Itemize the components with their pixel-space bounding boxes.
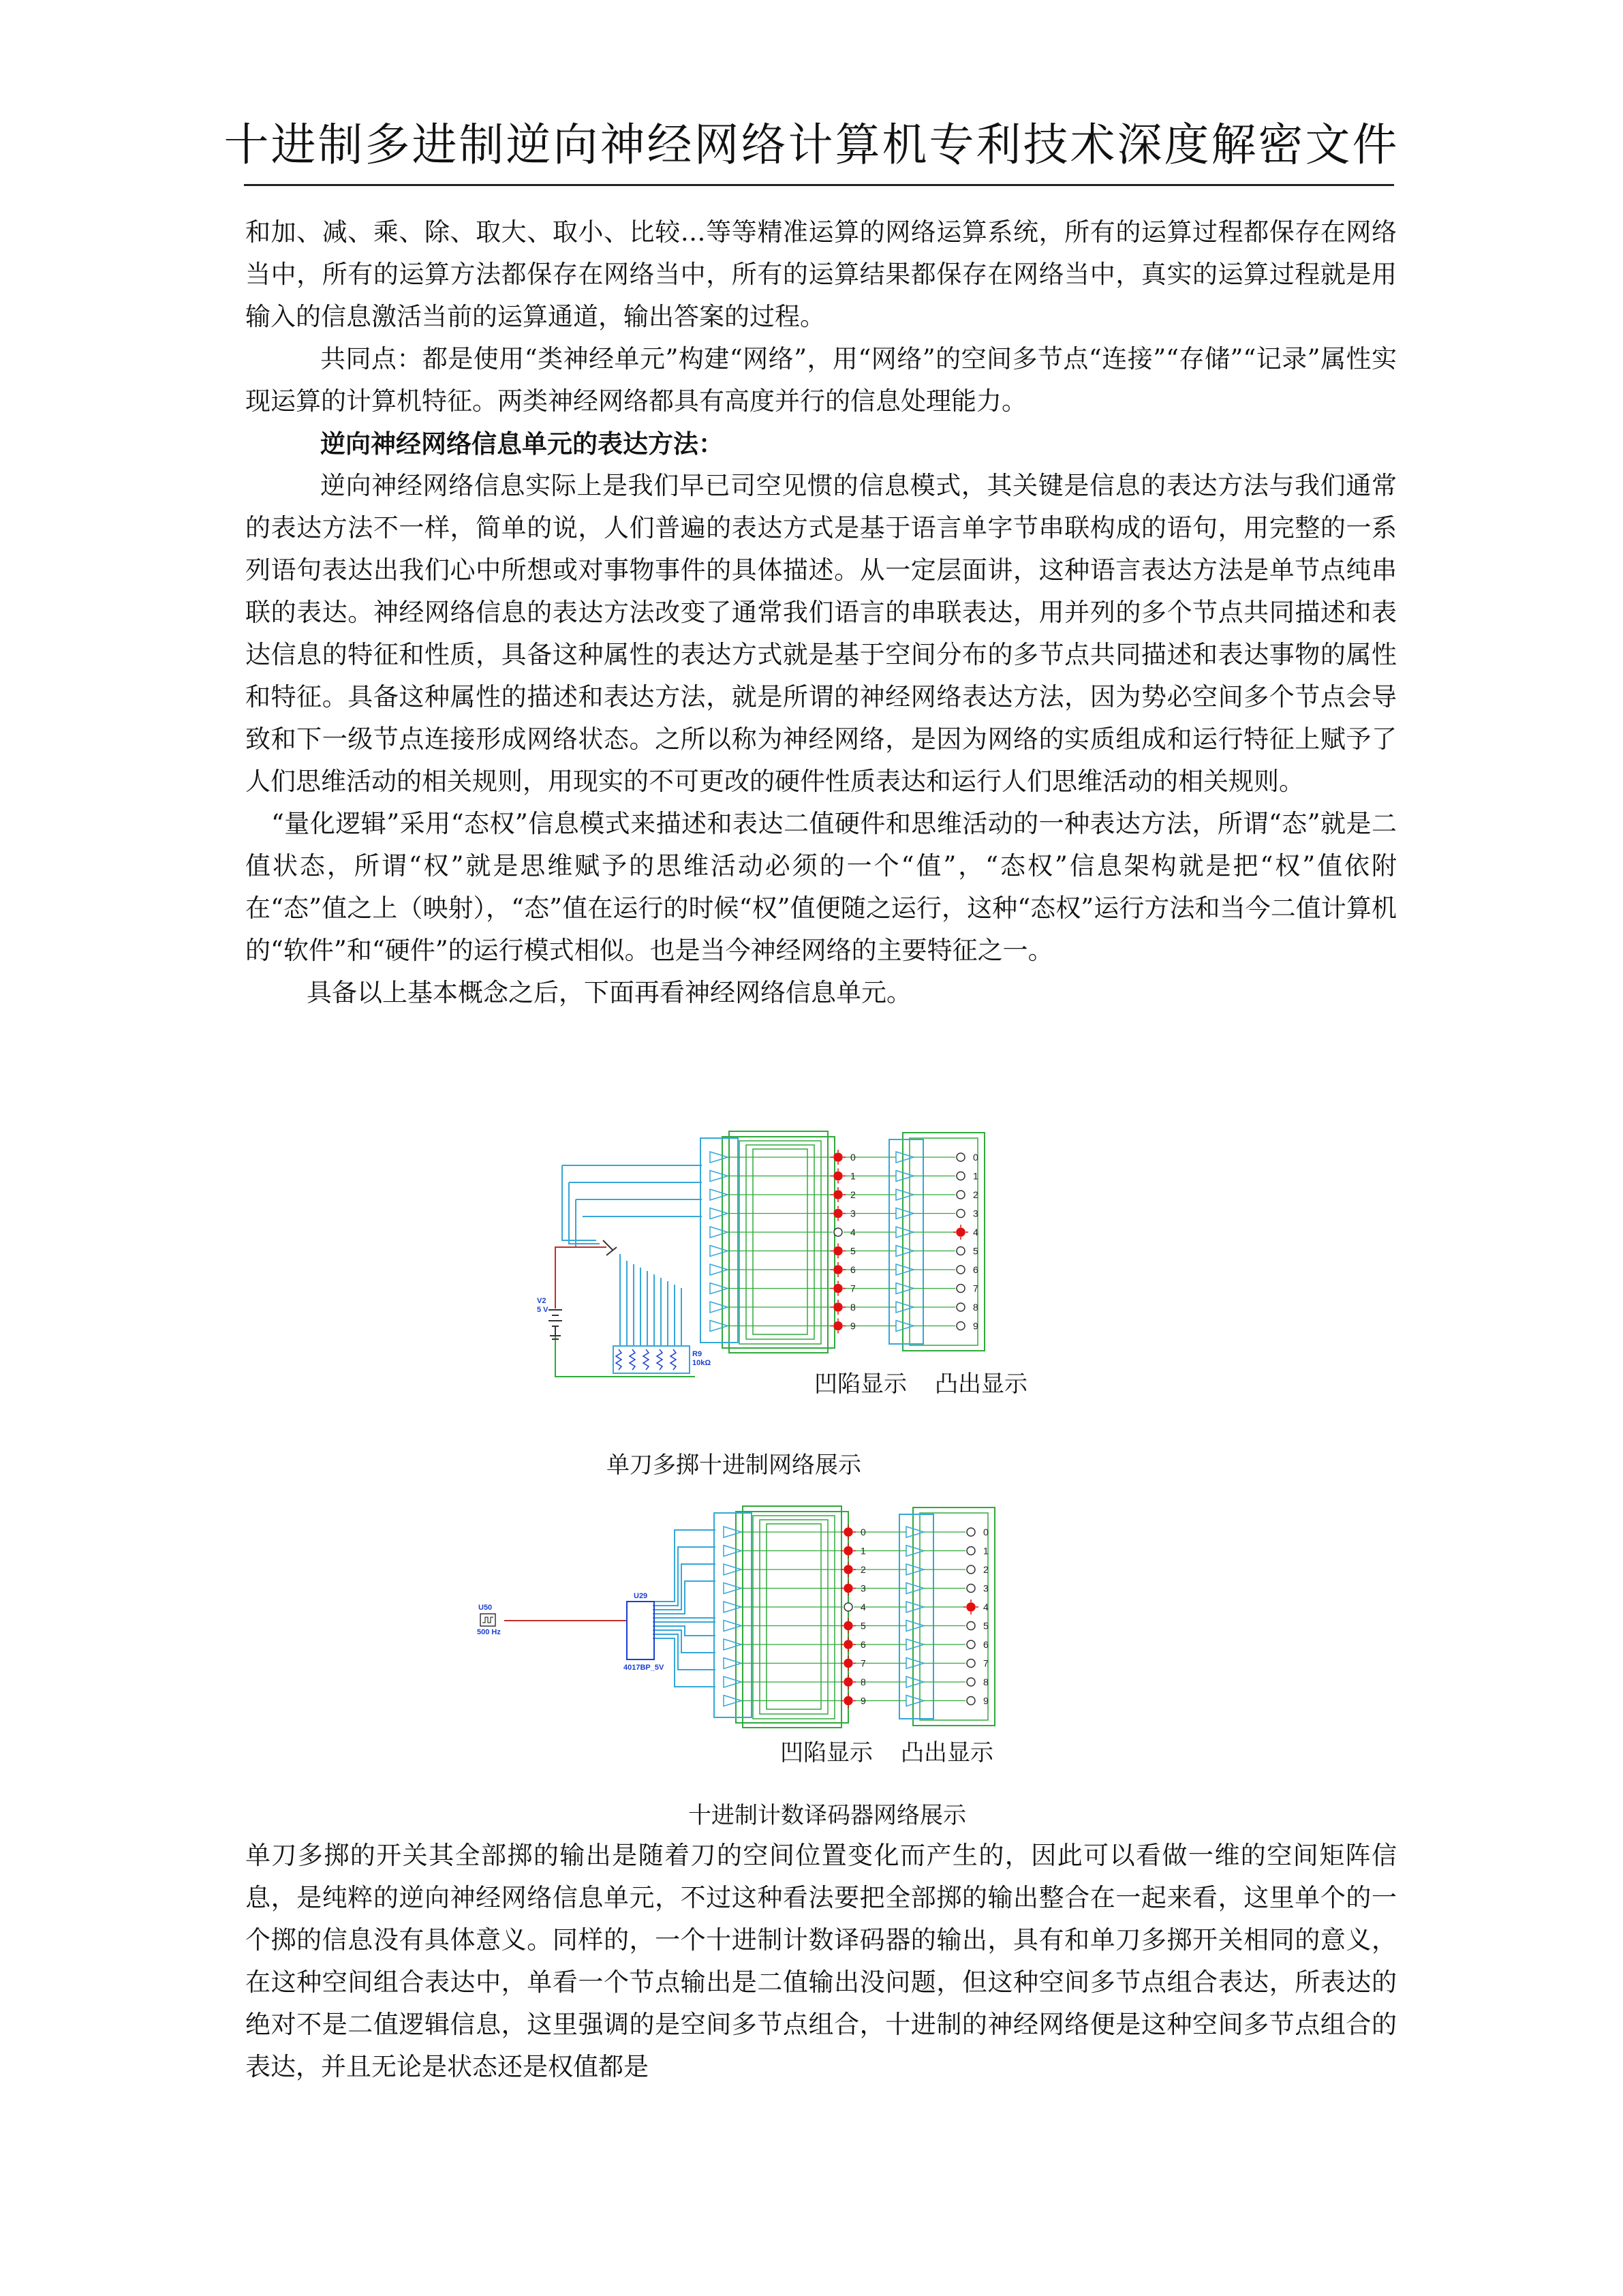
- figure-2-label-convex: 凸出显示: [901, 1740, 993, 1766]
- figure1-digit-left-7: 7: [850, 1283, 856, 1294]
- figure-1-source-value: 5 V: [537, 1306, 548, 1314]
- figure-2-chip-label: U29: [634, 1592, 648, 1600]
- figure2-led-left-2: [844, 1565, 852, 1574]
- figure1-buffer-right-8: [896, 1302, 914, 1313]
- figure-1-rows: [710, 1150, 978, 1334]
- figure2-buffer-left-3: [724, 1583, 741, 1594]
- figure2-digit-right-4: 4: [983, 1602, 989, 1612]
- figure2-digit-left-1: 1: [861, 1545, 866, 1557]
- text-block-bottom: [245, 1835, 1397, 2088]
- figure1-buffer-right-1: [896, 1171, 914, 1182]
- figure2-digit-left-4: 4: [861, 1602, 866, 1612]
- figure2-buffer-right-0: [906, 1527, 924, 1537]
- figure1-led-left-9: [834, 1322, 842, 1330]
- figure1-led-right-4: [957, 1228, 965, 1236]
- figure-2-circuit: [470, 1499, 1056, 1786]
- figure2-led-right-2: [967, 1565, 975, 1574]
- figure1-buffer-right-9: [896, 1321, 914, 1332]
- figure1-digit-right-9: 9: [973, 1320, 978, 1332]
- section-heading: 逆向神经网络信息单元的表达方法：: [320, 429, 724, 459]
- figure2-digit-left-9: 9: [861, 1695, 866, 1706]
- figure-2-clock-label: U50: [478, 1604, 493, 1612]
- figure1-buffer-left-0: [710, 1152, 728, 1163]
- figure1-buffer-left-1: [710, 1171, 728, 1182]
- figure2-digit-left-7: 7: [861, 1657, 866, 1669]
- figure1-digit-right-0: 0: [973, 1152, 978, 1163]
- figure2-digit-right-0: 0: [983, 1527, 989, 1537]
- figure1-led-left-5: [834, 1247, 842, 1255]
- figure-1-label-convex: 凸出显示: [935, 1371, 1027, 1397]
- paragraph-1: 和加、减、乘、除、取大、取小、比较…等等精准运算的网络运算系统，所有的运算过程都保存在网络当中，所有的运算方法都保存在网络当中，所有的运算结果都保存在网络当中，真实的运算过程就是用输入的信息激活当前的运算通道，输出答案的过程。: [245, 217, 1397, 331]
- figure1-digit-right-4: 4: [973, 1227, 978, 1238]
- figure2-led-left-0: [844, 1528, 852, 1536]
- title-rule: [244, 184, 1394, 186]
- figure1-led-right-6: [957, 1266, 965, 1274]
- figure2-buffer-right-9: [906, 1696, 924, 1706]
- figure2-buffer-right-3: [906, 1583, 924, 1594]
- figure2-led-left-5: [844, 1622, 852, 1630]
- figure2-buffer-right-4: [906, 1602, 924, 1612]
- figure1-led-left-2: [834, 1191, 842, 1199]
- figure1-buffer-left-2: [710, 1189, 728, 1200]
- figure2-digit-left-3: 3: [861, 1582, 866, 1594]
- figure1-buffer-right-0: [896, 1152, 914, 1163]
- figure1-buffer-right-4: [896, 1227, 914, 1238]
- figure2-buffer-right-5: [906, 1621, 924, 1632]
- figure1-digit-right-1: 1: [973, 1170, 978, 1182]
- figure2-buffer-left-9: [724, 1696, 741, 1706]
- figure1-led-right-7: [957, 1285, 965, 1293]
- paragraph-2: 共同点：都是使用“类神经单元”构建“网络”，用“网络”的空间多节点“连接”“存储”“记录”属性实现运算的计算机特征。两类神经网络都具有高度并行的信息处理能力。: [245, 344, 1397, 416]
- figure2-digit-right-8: 8: [983, 1677, 989, 1687]
- figure1-led-right-0: [957, 1153, 965, 1161]
- figure1-led-left-7: [834, 1285, 842, 1293]
- figure1-buffer-right-6: [896, 1264, 914, 1275]
- figure2-led-left-3: [844, 1585, 852, 1593]
- figure2-led-left-1: [844, 1547, 852, 1555]
- paragraph-4: “量化逻辑”采用“态权”信息模式来描述和表达二值硬件和思维活动的一种表达方法，所谓“态”就是二值状态，所谓“权”就是思维赋予的思维活动必须的一个“值”，“态权”信息架构就是把“权”值依附在“态”值之上（映射），“态”值在运行的时候“权”值便随之运行，这种“态权”运行方法和当今二值计算机的“软件”和“硬件”的运行模式相似。也是当今神经网络的主要特征之一。: [245, 809, 1397, 965]
- figure2-led-left-7: [844, 1659, 852, 1668]
- figure1-led-right-9: [957, 1322, 965, 1330]
- figure2-led-right-7: [967, 1659, 975, 1668]
- figure2-buffer-right-1: [906, 1546, 924, 1557]
- figure1-led-right-2: [957, 1191, 965, 1199]
- figure1-digit-right-3: 3: [973, 1208, 978, 1219]
- figure2-buffer-right-7: [906, 1658, 924, 1669]
- figure2-led-right-8: [967, 1678, 975, 1686]
- figure-2-caption: 十进制计数译码器网络展示: [688, 1802, 966, 1829]
- figure1-led-right-8: [957, 1303, 965, 1311]
- figure-1-svg: [518, 1124, 1049, 1418]
- figure1-digit-right-2: 2: [973, 1189, 978, 1200]
- figure2-buffer-left-7: [724, 1658, 741, 1669]
- figure-2-clock-freq: 500 Hz: [477, 1628, 501, 1636]
- figure2-buffer-left-0: [724, 1527, 741, 1537]
- figure1-buffer-left-9: [710, 1321, 728, 1332]
- figure1-led-left-6: [834, 1266, 842, 1274]
- figure2-buffer-left-6: [724, 1639, 741, 1650]
- text-block-top: [245, 211, 1397, 1014]
- figure1-digit-left-1: 1: [850, 1170, 856, 1182]
- figure2-led-right-4: [967, 1603, 975, 1611]
- figure-2-rows: [724, 1525, 989, 1709]
- figure1-buffer-right-7: [896, 1283, 914, 1294]
- figure1-digit-left-3: 3: [850, 1208, 856, 1219]
- figure2-digit-right-9: 9: [983, 1695, 989, 1706]
- figure1-led-right-5: [957, 1247, 965, 1255]
- figure1-buffer-left-7: [710, 1283, 728, 1294]
- figure1-led-left-0: [834, 1153, 842, 1161]
- figure1-buffer-right-5: [896, 1246, 914, 1257]
- figure1-led-right-1: [957, 1172, 965, 1180]
- figure2-buffer-left-8: [724, 1677, 741, 1687]
- figure-2-label-concave: 凹陷显示: [780, 1740, 873, 1766]
- figure2-led-right-9: [967, 1697, 975, 1705]
- figure1-led-left-1: [834, 1172, 842, 1180]
- figure-2-svg: [470, 1499, 1056, 1786]
- figure2-led-left-8: [844, 1678, 852, 1686]
- figure-1-label-concave: 凹陷显示: [814, 1371, 907, 1397]
- paragraph-6: 单刀多掷的开关其全部掷的输出是随着刀的空间位置变化而产生的，因此可以看做一维的空间矩阵信息，是纯粹的逆向神经网络信息单元，不过这种看法要把全部掷的输出整合在一起来看，这里单个的一个掷的信息没有具体意义。同样的，一个十进制计数译码器的输出，具有和单刀多掷开关相同的意义，在这种空间组合表达中，单看一个节点输出是二值输出没问题，但这种空间多节点组合表达，所表达的绝对不是二值逻辑信息，这里强调的是空间多节点组合，十进制的神经网络便是这种空间多节点组合的表达，并且无论是状态还是权值都是: [245, 1841, 1397, 2081]
- figure1-buffer-left-3: [710, 1208, 728, 1219]
- figure2-digit-right-3: 3: [983, 1582, 989, 1594]
- figure1-digit-left-2: 2: [850, 1189, 856, 1200]
- figure2-digit-right-2: 2: [983, 1564, 989, 1575]
- figure2-led-left-9: [844, 1697, 852, 1705]
- figure1-digit-right-5: 5: [973, 1245, 978, 1257]
- figure2-digit-left-0: 0: [861, 1527, 866, 1537]
- figure1-digit-left-6: 6: [850, 1264, 856, 1275]
- figure2-digit-right-6: 6: [983, 1639, 989, 1650]
- figure2-buffer-right-6: [906, 1639, 924, 1650]
- figure2-led-right-1: [967, 1547, 975, 1555]
- figure1-buffer-left-8: [710, 1302, 728, 1313]
- figure2-led-right-6: [967, 1640, 975, 1649]
- figure1-led-left-3: [834, 1210, 842, 1218]
- figure1-buffer-left-6: [710, 1264, 728, 1275]
- figure2-buffer-left-4: [724, 1602, 741, 1612]
- figure2-led-left-6: [844, 1640, 852, 1649]
- figure2-digit-right-1: 1: [983, 1545, 989, 1557]
- paragraph-3: 逆向神经网络信息实际上是我们早已司空见惯的信息模式，其关键是信息的表达方法与我们通常的表达方法不一样，简单的说，人们普遍的表达方式是基于语言单字节串联构成的语句，用完整的一系列语句表达出我们心中所想或对事物事件的具体描述。从一定层面讲，这种语言表达方法是单节点纯串联的表达。神经网络信息的表达方法改变了通常我们语言的串联表达，用并列的多个节点共同描述和表达信息的特征和性质，具备这种属性的表达方式就是基于空间分布的多节点共同描述和表达事物的属性和特征。具备这种属性的描述和表达方法，就是所谓的神经网络表达方法，因为势必空间多个节点会导致和下一级节点连接形成网络状态。之所以称为神经网络，是因为网络的实质组成和运行特征上赋予了人们思维活动的相关规则，用现实的不可更改的硬件性质表达和运行人们思维活动的相关规则。: [245, 471, 1397, 796]
- figure2-buffer-left-2: [724, 1564, 741, 1575]
- figure1-led-left-8: [834, 1303, 842, 1311]
- figure-1-source-label: V2: [537, 1297, 546, 1305]
- figure1-led-left-4: [834, 1228, 842, 1236]
- figure2-buffer-right-8: [906, 1677, 924, 1687]
- figure-1-resistor-value: 10kΩ: [692, 1359, 711, 1367]
- figure-1-caption: 单刀多掷十进制网络展示: [606, 1452, 861, 1479]
- figure1-digit-right-8: 8: [973, 1302, 978, 1313]
- figure-1-circuit: [518, 1124, 1049, 1418]
- figure1-buffer-left-5: [710, 1246, 728, 1257]
- figure2-led-right-0: [967, 1528, 975, 1536]
- figure1-digit-left-9: 9: [850, 1320, 856, 1332]
- figure1-digit-left-4: 4: [850, 1227, 856, 1238]
- figure2-digit-left-6: 6: [861, 1639, 866, 1650]
- figure1-digit-left-5: 5: [850, 1245, 856, 1257]
- figure2-digit-left-5: 5: [861, 1620, 866, 1632]
- figure1-led-right-3: [957, 1210, 965, 1218]
- figure1-digit-left-0: 0: [850, 1152, 856, 1163]
- figure2-led-right-3: [967, 1585, 975, 1593]
- figure-1-resistor-label: R9: [692, 1350, 702, 1358]
- paragraph-5: 具备以上基本概念之后，下面再看神经网络信息单元。: [307, 978, 912, 1007]
- figure1-buffer-right-2: [896, 1189, 914, 1200]
- figure2-buffer-right-2: [906, 1564, 924, 1575]
- figure2-digit-right-7: 7: [983, 1657, 989, 1669]
- figure2-digit-left-2: 2: [861, 1564, 866, 1575]
- figure-2-chip-part: 4017BP_5V: [623, 1664, 664, 1672]
- page-title: 十进制多进制逆向神经网络计算机专利技术深度解密文件: [223, 119, 1400, 171]
- figure1-digit-right-7: 7: [973, 1283, 978, 1294]
- figure1-digit-left-8: 8: [850, 1302, 856, 1313]
- figure2-buffer-left-5: [724, 1621, 741, 1632]
- figure2-led-right-5: [967, 1622, 975, 1630]
- figure2-led-left-4: [844, 1603, 852, 1611]
- figure1-buffer-right-3: [896, 1208, 914, 1219]
- figure2-digit-right-5: 5: [983, 1620, 989, 1632]
- figure1-buffer-left-4: [710, 1227, 728, 1238]
- figure2-digit-left-8: 8: [861, 1677, 866, 1687]
- figure2-buffer-left-1: [724, 1546, 741, 1557]
- figure1-digit-right-6: 6: [973, 1264, 978, 1275]
